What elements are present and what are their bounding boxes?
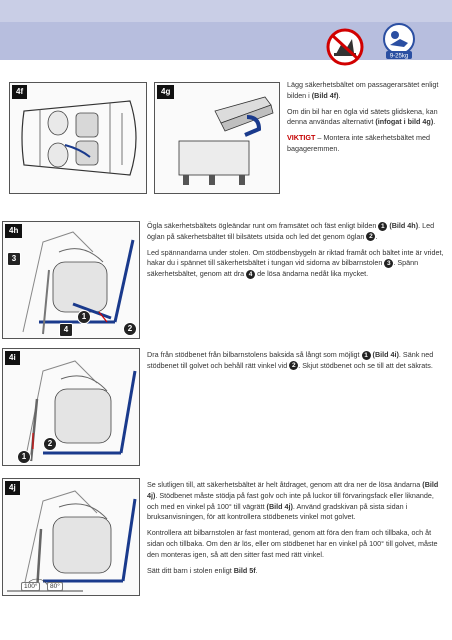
- figure-ref: Bild 5f: [233, 565, 256, 575]
- figure-tag: 4g: [157, 85, 174, 99]
- paragraph: [147, 480, 447, 523]
- figure-ref: (Bild 4h): [389, 221, 419, 230]
- seat-rail-loop-illustration: [155, 83, 279, 193]
- callout-1: 1: [17, 450, 31, 464]
- step-number: 1: [378, 222, 387, 231]
- figure-tag: 4i: [5, 351, 20, 365]
- callout-1: 1: [77, 310, 91, 324]
- text: Lägg säkerhetsbältet om passagerarsätet enligt bilden i: [287, 80, 439, 100]
- text: .: [338, 90, 341, 100]
- step-number: 1: [362, 351, 371, 360]
- text: . Led öglan på säkerhetsbältet till bilsätets utsida och led det genom öglan: [147, 221, 435, 241]
- step-number: 3: [384, 259, 393, 268]
- text: – Montera inte säkerhetsbältet med bagageremmen.: [287, 133, 431, 153]
- text: Dra från stödbenet från bilbarnstolens baksida så långt som möjligt: [147, 350, 360, 359]
- instructions-4j: [147, 480, 447, 581]
- figure-4j: [2, 478, 140, 596]
- text: Sätt ditt barn i stolen enligt: [147, 565, 232, 575]
- callout-4: 4: [59, 323, 73, 337]
- callout-3: 3: [7, 252, 21, 266]
- text: Om din bil har en ögla vid sätets glidskena, kan denna användas alternativt: [287, 106, 438, 127]
- text: Ögla säkerhetsbältets ögleändar runt om framsätet och fäst enligt bilden: [147, 221, 377, 230]
- text: .: [433, 117, 436, 127]
- figure-4i: [2, 348, 140, 466]
- callout-2: 2: [123, 322, 137, 336]
- text: . Stödbenet måste stödja på fast golv och inte på luckor till förvaringsfack eller liknande, och med en vinkel på 100° till vägrätt: [147, 490, 434, 511]
- text: . Spänn säkerhetsbältet, genom att dra: [147, 258, 419, 279]
- angle-label-100: 100°: [21, 582, 40, 591]
- text: . Använd gradskivan på sista sidan i bruksanvisningen, för att kontrollera stödbenets vinkel mot golvet.: [147, 501, 408, 522]
- step-number: 2: [366, 232, 375, 241]
- callout-2: 2: [43, 437, 57, 451]
- text: . Skjut stödbenet och se till att det säkrats.: [298, 360, 433, 370]
- no-front-airbag-icon: [324, 27, 366, 67]
- text: Led spännandarna under stolen. Om stödbensbygeln är riktad framåt och bältet inte är vridet, hakar du i spännet till säkerhetsbältet i tungan vid sidorna av bilbarnstolen: [147, 247, 444, 268]
- figure-ref: (Bild 4j): [147, 480, 439, 500]
- belt-routing-illustration: [3, 222, 139, 338]
- weight-range-icon: [378, 21, 420, 61]
- figure-ref: (Bild 4f): [311, 90, 339, 100]
- figure-tag: 4f: [12, 85, 27, 99]
- paragraph: [147, 566, 447, 577]
- support-leg-angle-illustration: [3, 479, 139, 595]
- paragraph: [147, 248, 447, 280]
- warning-label: VIKTIGT: [287, 133, 316, 143]
- paragraph: Kontrollera att bilbarnstolen är fast monterad, genom att föra den fram och tillbaka, och åt sidan och tillbaka. Om den är lös, eller om stödbenet har en vinkel på 100° till golvet, måste den monteras igen, så att den sitter fast med rätt vinkel.: [147, 528, 438, 559]
- paragraph: [287, 107, 447, 129]
- text: de lösa ändarna nedåt lika mycket.: [257, 269, 369, 279]
- paragraph: [147, 350, 447, 372]
- figure-tag: 4h: [5, 224, 22, 238]
- header-stripe: [0, 0, 452, 22]
- instructions-4f-4g: [287, 80, 447, 160]
- text: Se slutligen till, att säkerhetsbältet är helt åtdraget, genom att dra ner de lösa ändarna: [147, 480, 421, 489]
- paragraph: [287, 80, 447, 102]
- text: . Sänk ned stödbenet till golvet och behåll rätt vinkel vid: [147, 350, 434, 370]
- warning-paragraph: [287, 133, 447, 155]
- figure-ref: (infogat i bild 4g): [375, 117, 434, 127]
- instructions-4i: [147, 350, 447, 377]
- weight-label: 9-25kg: [389, 53, 409, 60]
- text: .: [375, 231, 378, 241]
- step-number: 4: [246, 270, 255, 279]
- figure-4f: [9, 82, 147, 194]
- text: .: [255, 565, 258, 575]
- support-leg-illustration: [3, 349, 139, 465]
- figure-4h: [2, 221, 140, 339]
- instructions-4h: [147, 221, 447, 285]
- figure-tag: 4j: [5, 481, 20, 495]
- car-top-view-illustration: [10, 83, 146, 193]
- step-number: 2: [289, 361, 298, 370]
- angle-label-80: 80°: [47, 582, 63, 591]
- figure-4g: [154, 82, 280, 194]
- figure-ref: (Bild 4i): [372, 350, 399, 359]
- figure-ref: (Bild 4j): [266, 501, 293, 511]
- paragraph: [147, 221, 447, 243]
